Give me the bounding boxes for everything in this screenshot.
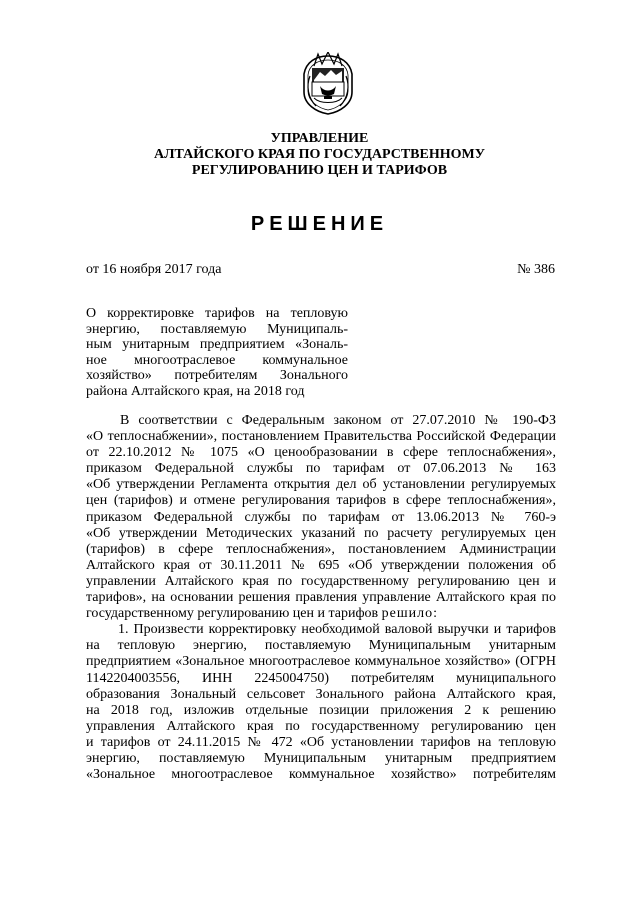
document-number: № 386	[517, 262, 555, 277]
body-line: «Об утверждении Методических указаний по расчету регулируемых цен	[86, 525, 556, 541]
body-line: «О теплоснабжении», постановлением Правительства Российской Федерации	[86, 429, 556, 445]
subject-line: района Алтайского края, на 2018 год	[86, 383, 305, 399]
document-subject	[86, 306, 348, 399]
subject-line: О корректировке тарифов на тепловую	[86, 306, 348, 321]
body-line: 1. Произвести корректировку необходимой валовой выручки и тарифов	[118, 622, 556, 638]
subject-line: энергию, поставляемую Муниципаль-	[86, 321, 348, 337]
body-line: на тепловую энергию, поставляемую Муниципальным унитарным	[86, 638, 556, 654]
body-line	[86, 606, 556, 622]
body-line: и тарифов от 24.11.2015 № 472 «Об установлении тарифов на тепловую	[86, 734, 556, 750]
document-body	[86, 413, 556, 783]
body-line: цен (тарифов) и отмене регулирования тарифов в сфере теплоснабжения»,	[86, 493, 556, 509]
document-type-title: РЕШЕНИЕ	[250, 213, 389, 235]
authority-name	[0, 131, 639, 179]
authority-line: РЕГУЛИРОВАНИЮ ЦЕН И ТАРИФОВ	[191, 163, 448, 178]
subject-line: хозяйство» потребителям Зонального	[86, 368, 348, 383]
body-line: «Зональное многоотраслевое коммунальное хозяйство» потребителям	[86, 767, 556, 783]
body-line: на 2018 год, изложив отдельные позиции приложения 2 к решению	[86, 702, 556, 718]
body-line: (тарифов) в сфере теплоснабжения», постановлением Администрации	[86, 541, 556, 557]
document-date: от 16 ноября 2017 года	[86, 262, 222, 277]
body-line: управления Алтайского края по государственному регулированию цен	[86, 718, 556, 734]
body-line: «Об утверждении Регламента открытия дел об установлении регулируемых	[86, 477, 556, 493]
subject-line: ное многоотраслевое коммунальное	[86, 352, 348, 368]
authority-line: УПРАВЛЕНИЕ	[270, 131, 369, 146]
body-line: тарифов», на основании решения правления управление Алтайского края по	[86, 590, 556, 606]
body-line: управлении Алтайского края по государственному регулированию цен и	[86, 573, 556, 589]
decided-word: решило:	[381, 606, 439, 622]
body-line: энергию, поставляемую Муниципальным унитарным предприятием	[86, 750, 556, 766]
body-line: от 22.10.2012 № 1075 «О ценообразовании в сфере теплоснабжения»,	[86, 445, 556, 461]
body-line: Алтайского края от 30.11.2011 № 695 «Об утверждении положения об	[86, 557, 556, 573]
authority-line: АЛТАЙСКОГО КРАЯ ПО ГОСУДАРСТВЕННОМУ	[154, 147, 485, 162]
body-line: предприятием «Зональное многоотраслевое коммунальное хозяйство» (ОГРН	[86, 654, 556, 670]
coat-of-arms-emblem	[300, 52, 356, 116]
body-line-text: государственному регулированию цен и тарифов	[86, 606, 379, 622]
body-line: образования Зональный сельсовет Зонального района Алтайского края,	[86, 686, 556, 702]
body-line: 1142204003556, ИНН 2245004750) потребителям муниципального	[86, 670, 556, 686]
body-line: приказом Федеральной службы по тарифам от 13.06.2013 № 760-э	[86, 509, 556, 525]
subject-line: ным унитарным предприятием «Зональ-	[86, 337, 348, 352]
body-line: В соответствии с Федеральным законом от 27.07.2010 № 190-ФЗ	[120, 413, 556, 428]
body-line: приказом Федеральной службы по тарифам от 07.06.2013 № 163	[86, 461, 556, 477]
